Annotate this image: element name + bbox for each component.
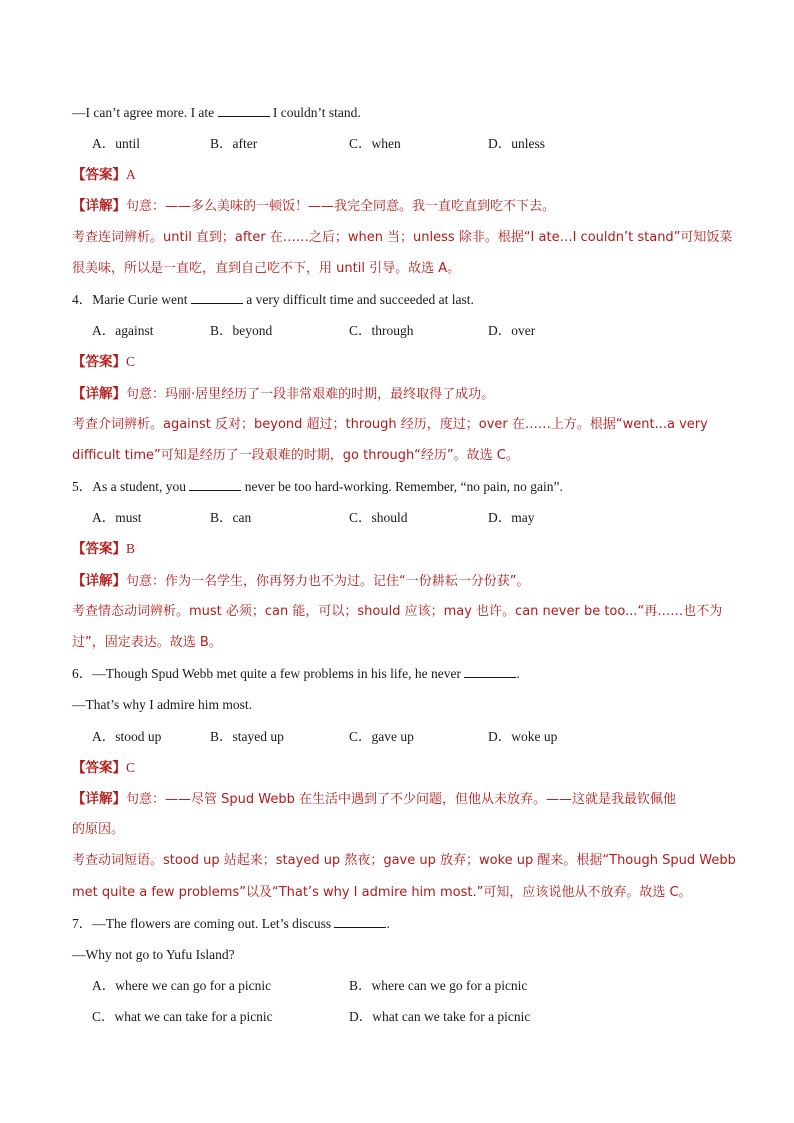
q5-explanation-line-2: 过”，固定表达。故选 B。 bbox=[72, 635, 222, 650]
q6-stem: 6．—Though Spud Webb met quite a few problems in his life, he never . bbox=[72, 666, 520, 681]
q6-detail-line-2: 的原因。 bbox=[72, 822, 125, 837]
q6-option-d: D．woke up bbox=[488, 729, 558, 744]
answer-blank bbox=[191, 291, 243, 304]
q5-option-a: A．must bbox=[92, 510, 142, 525]
q7-option-a: A．where we can go for a picnic bbox=[92, 978, 272, 993]
q7-stem-line-2: —Why not go to Yufu Island? bbox=[72, 947, 235, 962]
q6-explanation-line-2: met quite a few problems”以及“That’s why I admire him most.”可知，应该说他从不放弃。故选 C。 bbox=[72, 885, 692, 900]
q4-explanation-line-2: difficult time”可知是经历了一段艰难的时期，go through“经历”。故选 C。 bbox=[72, 448, 519, 463]
q6-answer: 【答案】C bbox=[72, 760, 136, 776]
q4-option-c: C．through bbox=[349, 323, 414, 338]
q3-explanation-line-2: 很美味，所以是一直吃，直到自己吃不下，用 until 引导。故选 A。 bbox=[72, 261, 461, 276]
q5-option-d: D．may bbox=[488, 510, 535, 525]
q7-option-b: B．where can we go for a picnic bbox=[349, 978, 528, 993]
q3-option-d: D．unless bbox=[488, 136, 545, 151]
q6-explanation-line-1: 考查动词短语。stood up 站起来；stayed up 熬夜；gave up 放弃；woke up 醒来。根据“Though Spud Webb bbox=[72, 853, 736, 868]
q6-option-a: A．stood up bbox=[92, 729, 162, 744]
q5-option-b: B．can bbox=[210, 510, 252, 525]
answer-blank bbox=[189, 478, 241, 491]
q7-option-d: D．what can we take for a picnic bbox=[349, 1009, 531, 1024]
q5-explanation-line-1: 考查情态动词辨析。must 必须；can 能，可以；should 应该；may 也许。can never be too...“再……也不为 bbox=[72, 604, 723, 619]
q7-option-c: C．what we can take for a picnic bbox=[92, 1009, 273, 1024]
q4-answer: 【答案】C bbox=[72, 354, 136, 370]
answer-blank bbox=[218, 104, 270, 117]
q3-option-c: C．when bbox=[349, 136, 401, 151]
q4-explanation-line-1: 考查介词辨析。against 反对；beyond 超过；through 经历，度过；over 在……上方。根据“went...a very bbox=[72, 417, 708, 432]
q3-option-a: A．until bbox=[92, 136, 141, 151]
q5-detail: 【详解】句意：作为一名学生，你再努力也不为过。记住“一份耕耘一分份获”。 bbox=[72, 573, 530, 589]
q4-detail: 【详解】句意：玛丽·居里经历了一段非常艰难的时期，最终取得了成功。 bbox=[72, 386, 495, 402]
answer-blank bbox=[464, 665, 516, 678]
q4-option-a: A．against bbox=[92, 323, 154, 338]
answer-blank bbox=[334, 915, 386, 928]
q5-stem: 5．As a student, you never be too hard-working. Remember, “no pain, no gain”. bbox=[72, 479, 563, 494]
q6-detail: 【详解】句意：——尽管 Spud Webb 在生活中遇到了不少问题，但他从未放弃。——这就是我最钦佩他 bbox=[72, 791, 676, 807]
q7-stem: 7．—The flowers are coming out. Let’s discuss . bbox=[72, 916, 390, 931]
q6-option-b: B．stayed up bbox=[210, 729, 284, 744]
q5-option-c: C．should bbox=[349, 510, 408, 525]
q3-explanation-line-1: 考查连词辨析。until 直到；after 在……之后；when 当；unless 除非。根据“I ate…I couldn’t stand”可知饭菜 bbox=[72, 230, 733, 245]
q4-stem: 4．Marie Curie went a very difficult time and succeeded at last. bbox=[72, 292, 474, 307]
q6-stem-line-2: —That’s why I admire him most. bbox=[72, 697, 252, 712]
q3-detail: 【详解】句意：——多么美味的一顿饭！——我完全同意。我一直吃直到吃不下去。 bbox=[72, 198, 556, 214]
q4-option-d: D．over bbox=[488, 323, 536, 338]
q3-stem: —I can’t agree more. I ate I couldn’t stand. bbox=[72, 105, 361, 120]
q5-answer: 【答案】B bbox=[72, 541, 136, 557]
q6-option-c: C．gave up bbox=[349, 729, 414, 744]
q3-option-b: B．after bbox=[210, 136, 258, 151]
q3-answer: 【答案】A bbox=[72, 167, 136, 183]
q4-option-b: B．beyond bbox=[210, 323, 273, 338]
